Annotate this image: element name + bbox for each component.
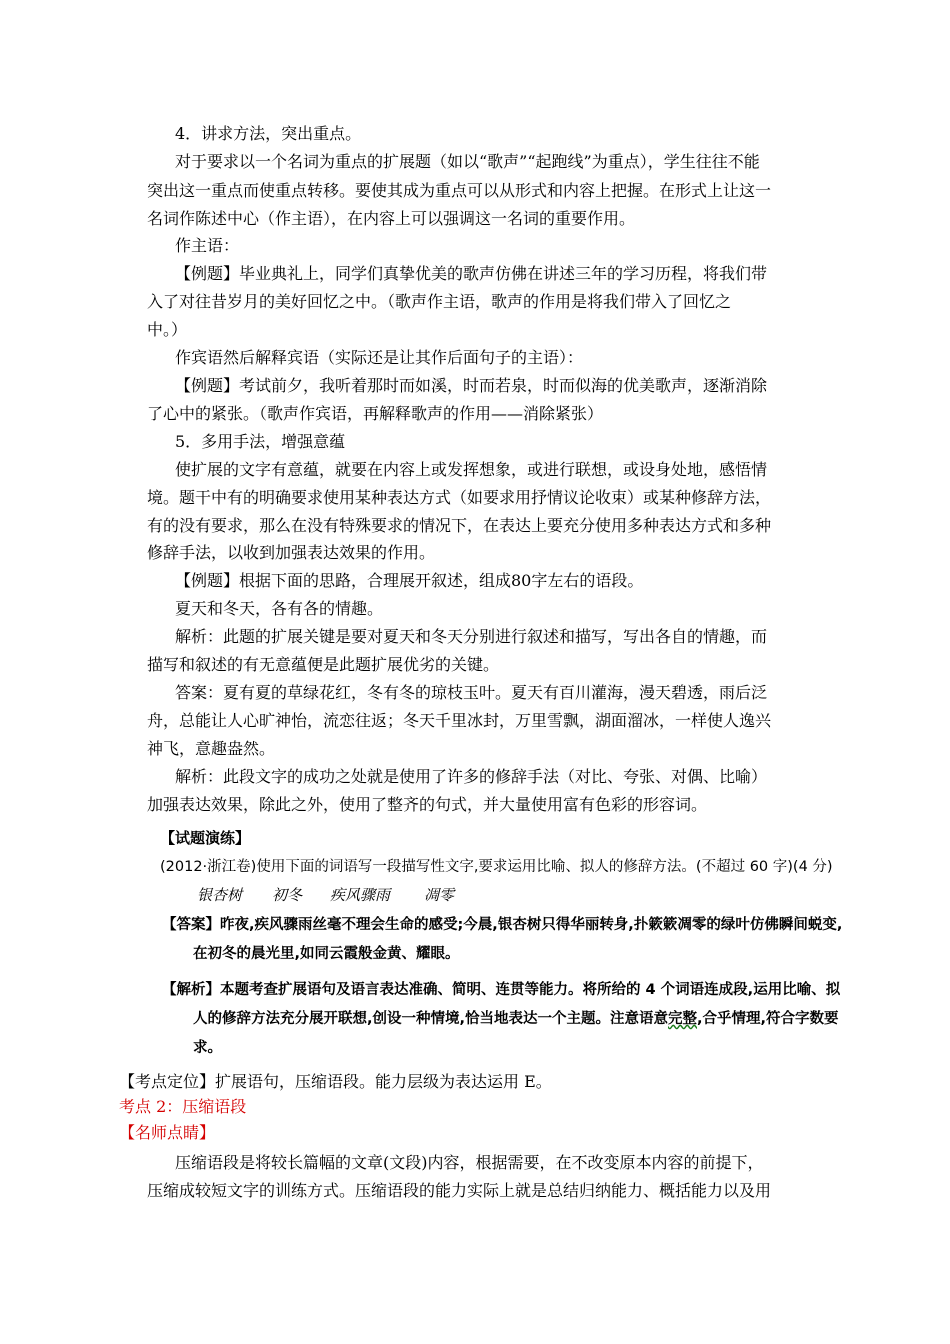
practice-title: 【试题演练】 <box>160 829 251 847</box>
answer-line: 舟，总能让人心旷神怡，流恋往返；冬天千里冰封，万里雪飘，湖面溜冰，一样使人逸兴 <box>147 711 772 730</box>
example-line: 中。） <box>147 320 188 339</box>
object-label: 作宾语然后解释宾语（实际还是让其作后面句子的主语）： <box>175 348 584 367</box>
practice-answer-line: 在初冬的晨光里,如同云霞般金黄、耀眼。 <box>193 946 460 962</box>
analysis-text: ,合乎情理,符合字数要 <box>697 1011 839 1027</box>
paragraph-line: 名词作陈述中心（作主语），在内容上可以强调这一名词的重要作用。 <box>147 209 636 228</box>
section5-heading: 5．多用手法，增强意蕴 <box>175 432 346 451</box>
paragraph-line: 突出这一重点而使重点转移。要使其成为重点可以从形式和内容上把握。在形式上让这一 <box>147 181 772 200</box>
analysis-text: 人的修辞方法充分展开联想,创设一种情境,恰当地表达一个主题。注意语意 <box>193 1011 669 1027</box>
paragraph-line: 境。题干中有的明确要求使用某种表达方式（如要求用抒情议论收束）或某种修辞方法， <box>147 488 772 507</box>
teacher-tag: 【名师点睛】 <box>119 1123 216 1142</box>
analysis-marked-word: 完整 <box>668 1011 698 1027</box>
paragraph-line: 对于要求以一个名词为重点的扩展题（如以“歌声”“起跑线”为重点），学生往往不能 <box>175 152 760 171</box>
example-line: 了心中的紧张。（歌声作宾语，再解释歌声的作用——消除紧张） <box>147 404 604 423</box>
analysis-line: 加强表达效果，除此之外，使用了整齐的句式，并大量使用富有色彩的形容词。 <box>147 795 708 814</box>
keyword: 疾风骤雨 <box>330 886 391 904</box>
analysis-line: 解析：此题的扩展关键是要对夏天和冬天分别进行叙述和描写，写出各自的情趣，而 <box>175 627 768 646</box>
example-line: 入了对往昔岁月的美好回忆之中。（歌声作主语，歌声的作用是将我们带入了回忆之 <box>147 292 732 311</box>
keyword: 初冬 <box>272 886 303 904</box>
paragraph-line: 修辞手法，以收到加强表达效果的作用。 <box>147 543 436 562</box>
analysis-line: 描写和叙述的有无意蕴便是此题扩展优劣的关键。 <box>147 655 500 674</box>
example-line: 【例题】考试前夕，我听着那时而如溪，时而若泉，时而似海的优美歌声，逐渐消除 <box>175 376 768 395</box>
paragraph-line: 压缩成较短文字的训练方式。压缩语段的能力实际上就是总结归纳能力、概括能力以及用 <box>147 1181 772 1200</box>
answer-line: 神飞，意趣盎然。 <box>147 739 276 758</box>
example-line: 【例题】毕业典礼上，同学们真挚优美的歌声仿佛在讲述三年的学习历程，将我们带 <box>175 264 768 283</box>
practice-analysis-line: 【解析】本题考查扩展语句及语言表达准确、简明、连贯等能力。将所给的 4 个词语连成段,运用比喻、拟 <box>162 982 841 998</box>
practice-analysis-line: 求。 <box>193 1040 222 1056</box>
prompt-line: 夏天和冬天，各有各的情趣。 <box>175 599 384 618</box>
practice-analysis-line <box>193 1009 839 1029</box>
answer-line: 答案：夏有夏的草绿花红，冬有冬的琼枝玉叶。夏天有百川灌海，漫天碧透，雨后泛 <box>175 683 768 702</box>
keyword: 银杏树 <box>197 886 243 904</box>
section4-heading: 4．讲求方法，突出重点。 <box>175 124 362 143</box>
paragraph-line: 有的没有要求，那么在没有特殊要求的情况下，在表达上要充分使用多种表达方式和多种 <box>147 516 772 535</box>
practice-answer-line: 【答案】昨夜,疾风骤雨丝毫不理会生命的感受;今晨,银杏树只得华丽转身,扑簌簌凋零的绿叶仿佛瞬间蜕变, <box>162 917 843 933</box>
subject-label: 作主语： <box>175 236 240 255</box>
paragraph-line: 使扩展的文字有意蕴，就要在内容上或发挥想象，或进行联想，或设身处地，感悟情 <box>175 460 768 479</box>
keyword: 凋零 <box>424 886 455 904</box>
example-line: 【例题】根据下面的思路，合理展开叙述，组成80字左右的语段。 <box>175 571 644 590</box>
section-title: 考点 2：压缩语段 <box>119 1097 247 1116</box>
paragraph-line: 压缩语段是将较长篇幅的文章(文段)内容，根据需要，在不改变原本内容的前提下， <box>175 1153 764 1172</box>
kaodian-position: 【考点定位】扩展语句，压缩语段。能力层级为表达运用 E。 <box>119 1072 552 1091</box>
practice-question: (2012·浙江卷)使用下面的词语写一段描写性文字,要求运用比喻、拟人的修辞方法。(不超过 60 字)(4 分) <box>160 859 833 875</box>
analysis-line: 解析：此段文字的成功之处就是使用了许多的修辞手法（对比、夸张、对偶、比喻） <box>175 767 768 786</box>
